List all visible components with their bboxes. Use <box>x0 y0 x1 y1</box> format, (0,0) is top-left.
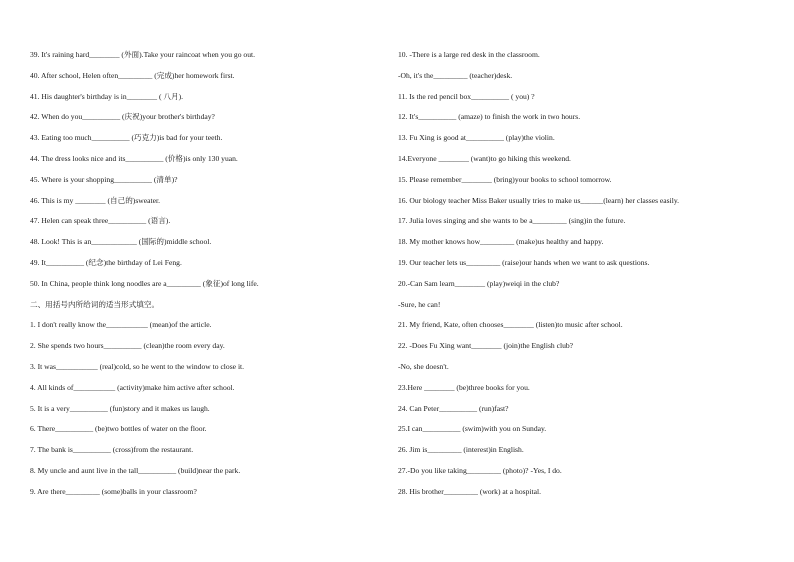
question-45: 45. Where is your shopping__________ (清单)? <box>30 174 178 184</box>
question-44: 44. The dress looks nice and its__________ (价格)is only 130 yuan. <box>30 153 238 163</box>
question-11: 11. Is the red pencil box__________ ( you) ? <box>398 91 535 101</box>
question-28: 28. His brother_________ (work) at a hospital. <box>398 486 541 496</box>
question-40: 40. After school, Helen often_________ (完成)her homework first. <box>30 70 235 80</box>
question-5: 5. It is a very__________ (fun)story and it makes us laugh. <box>30 403 210 413</box>
question-10-reply: -Oh, it's the_________ (teacher)desk. <box>398 70 513 80</box>
question-39: 39. It's raining hard________ (外面).Take your raincoat when you go out. <box>30 50 256 59</box>
question-24: 24. Can Peter__________ (run)fast? <box>398 403 509 413</box>
question-2: 2. She spends two hours__________ (clean)the room every day. <box>30 341 225 351</box>
question-50: 50. In China, people think long noodles are a_________ (象征)of long life. <box>30 278 259 288</box>
section-heading: 二、用括号内所给词的适当形式填空。 <box>30 299 160 309</box>
question-17: 17. Julia loves singing and she wants to be a_________ (sing)in the future. <box>398 216 626 226</box>
question-22-reply: -No, she doesn't. <box>398 361 449 371</box>
question-8: 8. My uncle and aunt live in the tall__________ (build)near the park. <box>30 465 241 475</box>
question-46: 46. This is my ________ (自己的)sweater. <box>30 195 160 205</box>
question-23: 23.Here ________ (be)three books for you. <box>398 382 530 392</box>
question-41: 41. His daughter's birthday is in________ ( 八月). <box>30 91 184 101</box>
question-15: 15. Please remember________ (bring)your books to school tomorrow. <box>398 174 612 184</box>
question-13: 13. Fu Xing is good at__________ (play)the violin. <box>398 133 555 143</box>
question-3: 3. It was___________ (real)cold, so he went to the window to close it. <box>30 361 245 371</box>
question-20-reply: -Sure, he can! <box>398 299 441 309</box>
question-16: 16. Our biology teacher Miss Baker usually tries to make us______(learn) her classes easily. <box>398 195 680 205</box>
right-column <box>398 45 778 503</box>
question-48: 48. Look! This is an____________ (国际的)middle school. <box>30 237 212 247</box>
question-12: 12. It's__________ (amaze) to finish the work in two hours. <box>398 112 581 122</box>
left-column <box>30 45 385 503</box>
question-22: 22. -Does Fu Xing want________ (join)the English club? <box>398 341 574 351</box>
question-20: 20.-Can Sam learn________ (play)weiqi in the club? <box>398 278 560 288</box>
question-10: 10. -There is a large red desk in the classroom. <box>398 50 540 59</box>
question-1: 1. I don't really know the___________ (mean)of the article. <box>30 320 212 330</box>
question-49: 49. It__________ (纪念)the birthday of Lei Feng. <box>30 257 182 267</box>
question-21: 21. My friend, Kate, often chooses________ (listen)to music after school. <box>398 320 623 330</box>
question-19: 19. Our teacher lets us_________ (raise)our hands when we want to ask questions. <box>398 257 650 267</box>
question-9: 9. Are there_________ (some)balls in your classroom? <box>30 486 197 496</box>
question-4: 4. All kinds of___________ (activity)make him active after school. <box>30 382 235 392</box>
question-27: 27.-Do you like taking_________ (photo)? -Yes, I do. <box>398 465 562 475</box>
question-6: 6. There__________ (be)two bottles of water on the floor. <box>30 424 207 434</box>
question-26: 26. Jim is_________ (interest)in English. <box>398 445 524 455</box>
question-25: 25.I can__________ (swim)with you on Sunday. <box>398 424 547 434</box>
question-14: 14.Everyone ________ (want)to go hiking this weekend. <box>398 153 571 163</box>
question-7: 7. The bank is__________ (cross)from the restaurant. <box>30 445 194 455</box>
question-18: 18. My mother knows how_________ (make)us healthy and happy. <box>398 237 604 247</box>
question-42: 42. When do you__________ (庆祝)your brother's birthday? <box>30 112 215 122</box>
question-47: 47. Helen can speak three__________ (语言). <box>30 216 171 226</box>
question-43: 43. Eating too much__________ (巧克力)is bad for your teeth. <box>30 133 223 143</box>
